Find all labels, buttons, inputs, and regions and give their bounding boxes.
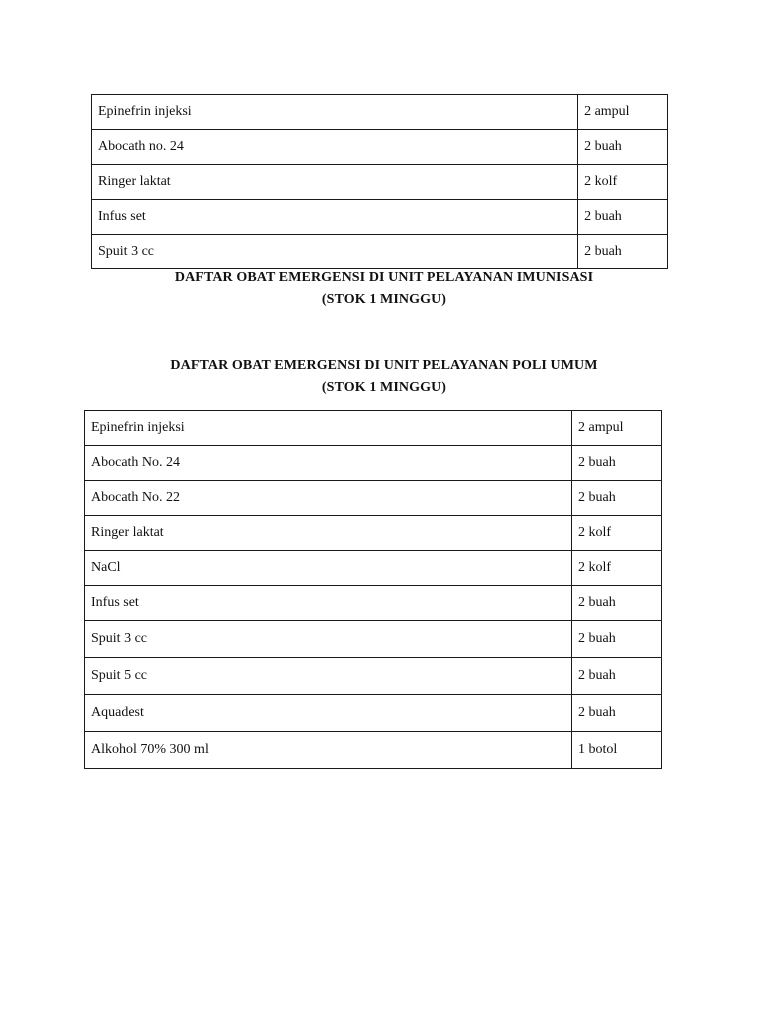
item-cell: Infus set: [85, 586, 572, 621]
table-row: [92, 235, 668, 269]
item-cell: Spuit 3 cc: [92, 235, 578, 269]
emergency-drug-table-top: [91, 94, 668, 269]
quantity-cell: 2 ampul: [572, 411, 662, 446]
item-cell: Spuit 3 cc: [85, 621, 572, 658]
item-cell: Abocath No. 24: [85, 446, 572, 481]
item-cell: Spuit 5 cc: [85, 658, 572, 695]
quantity-cell: 2 buah: [572, 446, 662, 481]
table-row: [85, 446, 662, 481]
section-title: DAFTAR OBAT EMERGENSI DI UNIT PELAYANAN IMUNISASI: [174, 270, 594, 285]
table-row: [85, 411, 662, 446]
quantity-cell: 2 buah: [572, 695, 662, 732]
quantity-cell: 2 kolf: [572, 516, 662, 551]
item-cell: NaCl: [85, 551, 572, 586]
table-row: [92, 165, 668, 200]
quantity-cell: 2 buah: [572, 621, 662, 658]
table-row: [85, 621, 662, 658]
table-row: [85, 658, 662, 695]
table-row: [85, 516, 662, 551]
table-row: [85, 732, 662, 769]
quantity-cell: 2 buah: [578, 130, 668, 165]
section-subtitle: (STOK 1 MINGGU): [321, 380, 447, 395]
table-row: [92, 200, 668, 235]
quantity-cell: 2 buah: [572, 658, 662, 695]
item-cell: Ringer laktat: [85, 516, 572, 551]
item-cell: Epinefrin injeksi: [85, 411, 572, 446]
table-row: [85, 481, 662, 516]
section-heading-poli-umum: [0, 355, 768, 399]
item-cell: Ringer laktat: [92, 165, 578, 200]
section-subtitle: (STOK 1 MINGGU): [321, 292, 447, 307]
emergency-drug-table-poli-umum: [84, 410, 662, 769]
quantity-cell: 2 buah: [578, 200, 668, 235]
item-cell: Infus set: [92, 200, 578, 235]
quantity-cell: 2 kolf: [578, 165, 668, 200]
table-row: [85, 695, 662, 732]
section-heading-imunisasi: [0, 267, 768, 311]
item-cell: Aquadest: [85, 695, 572, 732]
item-cell: Epinefrin injeksi: [92, 95, 578, 130]
item-cell: Alkohol 70% 300 ml: [85, 732, 572, 769]
quantity-cell: 2 kolf: [572, 551, 662, 586]
quantity-cell: 2 buah: [572, 586, 662, 621]
table-row: [85, 586, 662, 621]
quantity-cell: 2 buah: [578, 235, 668, 269]
table-row: [92, 130, 668, 165]
quantity-cell: 1 botol: [572, 732, 662, 769]
table-row: [92, 95, 668, 130]
item-cell: Abocath No. 22: [85, 481, 572, 516]
quantity-cell: 2 buah: [572, 481, 662, 516]
section-title: DAFTAR OBAT EMERGENSI DI UNIT PELAYANAN POLI UMUM: [170, 358, 598, 373]
quantity-cell: 2 ampul: [578, 95, 668, 130]
table-row: [85, 551, 662, 586]
item-cell: Abocath no. 24: [92, 130, 578, 165]
